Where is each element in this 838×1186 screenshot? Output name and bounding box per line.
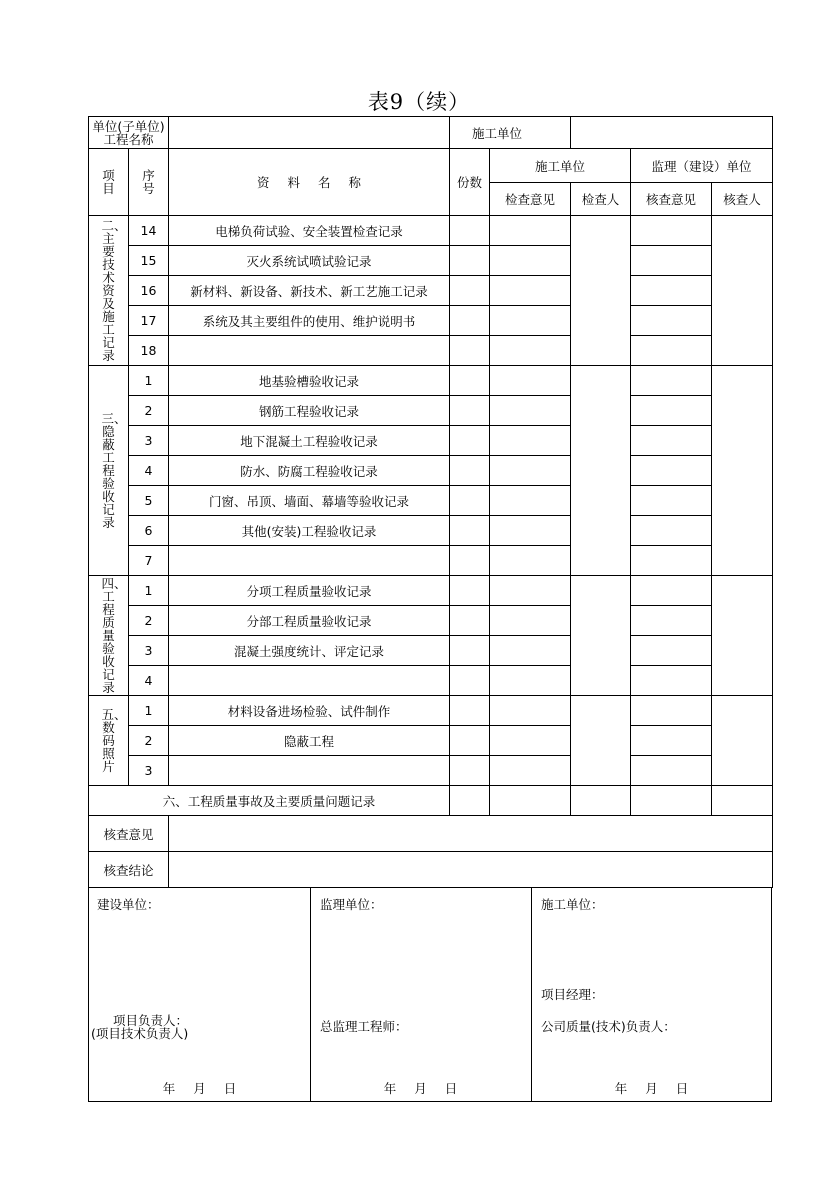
page-title: 表9（续） — [367, 90, 471, 114]
row-doc-name — [169, 756, 450, 786]
row-check-opinion-cell[interactable] — [490, 246, 571, 276]
col-item-header: 项目 — [89, 149, 129, 216]
review-opinion-row — [89, 816, 773, 852]
section-verifier-cell[interactable] — [712, 366, 773, 576]
row-check-opinion-cell[interactable] — [490, 216, 571, 246]
section-verifier-cell[interactable] — [712, 216, 773, 366]
row-doc-name: 钢筋工程验收记录 — [169, 396, 450, 426]
unit-value[interactable] — [169, 117, 450, 149]
row-check-opinion-cell[interactable] — [490, 276, 571, 306]
row-seq: 7 — [129, 546, 169, 576]
row-copies-cell[interactable] — [450, 576, 490, 606]
row-check-opinion-cell[interactable] — [490, 756, 571, 786]
row-copies-cell[interactable] — [450, 636, 490, 666]
row-verify-opinion-cell[interactable] — [631, 366, 712, 396]
section-label: 三、隐蔽工程验收记录 — [89, 366, 129, 576]
supervisor-signature-panel — [310, 887, 532, 1101]
row-copies-cell[interactable] — [450, 666, 490, 696]
builder-date: 年 月 日 — [614, 1081, 689, 1096]
section-checker-cell[interactable] — [571, 576, 631, 696]
builder-label: 施工单位 — [450, 117, 571, 149]
section-label: 二、主要技术资及施工记录 — [89, 216, 129, 366]
row-doc-name: 系统及其主要组件的使用、维护说明书 — [169, 306, 450, 336]
row-doc-name: 分项工程质量验收记录 — [169, 576, 450, 606]
row-verify-opinion-cell[interactable] — [631, 396, 712, 426]
row-verify-opinion-cell[interactable] — [631, 666, 712, 696]
review-conclusion-label: 核查结论 — [89, 852, 169, 888]
section-checker-cell[interactable] — [571, 216, 631, 366]
col-verifier-header: 核查人 — [712, 183, 773, 216]
table-row — [89, 336, 773, 366]
row-doc-name: 混凝土强度统计、评定记录 — [169, 636, 450, 666]
row-verify-opinion-cell[interactable] — [631, 786, 712, 816]
row-copies-cell[interactable] — [450, 606, 490, 636]
row-seq: 2 — [129, 396, 169, 426]
row-verifier-cell[interactable] — [712, 786, 773, 816]
row-doc-name — [169, 666, 450, 696]
row-copies-cell[interactable] — [450, 426, 490, 456]
section-label: 五、数码照片 — [89, 696, 129, 786]
col-verify-opinion-header: 核查意见 — [631, 183, 712, 216]
row-verify-opinion-cell[interactable] — [631, 246, 712, 276]
table-row — [89, 276, 773, 306]
table-row — [89, 216, 773, 246]
row-copies-cell[interactable] — [450, 366, 490, 396]
row-verify-opinion-cell[interactable] — [631, 426, 712, 456]
row-check-opinion-cell[interactable] — [490, 786, 571, 816]
row-verify-opinion-cell[interactable] — [631, 756, 712, 786]
section-checker-cell[interactable] — [571, 366, 631, 576]
table-row — [89, 546, 773, 576]
section-verifier-cell[interactable] — [712, 576, 773, 696]
section-checker-cell[interactable] — [571, 696, 631, 786]
row-copies-cell[interactable] — [450, 336, 490, 366]
row-seq: 3 — [129, 636, 169, 666]
row-copies-cell[interactable] — [450, 786, 490, 816]
row-check-opinion-cell[interactable] — [490, 546, 571, 576]
table-row — [89, 306, 773, 336]
row-checker-cell[interactable] — [571, 786, 631, 816]
row-copies-cell[interactable] — [450, 516, 490, 546]
col-seq-header: 序号 — [129, 149, 169, 216]
builder-value[interactable] — [571, 117, 773, 149]
row-verify-opinion-cell[interactable] — [631, 546, 712, 576]
row-copies-cell[interactable] — [450, 726, 490, 756]
table-row — [89, 576, 773, 606]
builder-signature-panel — [531, 887, 772, 1101]
col-checker-header: 检查人 — [571, 183, 631, 216]
row-doc-name: 防水、防腐工程验收记录 — [169, 456, 450, 486]
row-seq: 3 — [129, 426, 169, 456]
supervisor-unit-label: 监理单位： — [320, 897, 383, 912]
col-check-opinion-header: 检查意见 — [490, 183, 571, 216]
col-copies-header: 份数 — [450, 149, 490, 216]
row-doc-name — [169, 546, 450, 576]
table-row — [89, 366, 773, 396]
row-doc-name: 隐蔽工程 — [169, 726, 450, 756]
review-opinion-label: 核查意见 — [89, 816, 169, 852]
row-check-opinion-cell[interactable] — [490, 396, 571, 426]
table-row — [89, 396, 773, 426]
row-verify-opinion-cell[interactable] — [631, 456, 712, 486]
row-seq: 2 — [129, 726, 169, 756]
table-row — [89, 516, 773, 546]
group-builder-header: 施工单位 — [490, 149, 631, 183]
row-seq: 15 — [129, 246, 169, 276]
section-six-row — [89, 786, 773, 816]
review-opinion-value[interactable] — [169, 816, 773, 852]
row-check-opinion-cell[interactable] — [490, 486, 571, 516]
row-seq: 3 — [129, 756, 169, 786]
builder-quality-label: 公司质量(技术)负责人： — [541, 1019, 676, 1034]
row-verify-opinion-cell[interactable] — [631, 576, 712, 606]
owner-tech-leader-label: (项目技术负责人) — [91, 1026, 189, 1041]
row-seq: 2 — [129, 606, 169, 636]
table-row — [89, 486, 773, 516]
row-copies-cell[interactable] — [450, 276, 490, 306]
row-check-opinion-cell[interactable] — [490, 366, 571, 396]
archive-check-table — [88, 116, 773, 888]
row-copies-cell[interactable] — [450, 216, 490, 246]
row-verify-opinion-cell[interactable] — [631, 636, 712, 666]
row-seq: 18 — [129, 336, 169, 366]
builder-manager-label: 项目经理： — [541, 987, 604, 1002]
row-seq: 16 — [129, 276, 169, 306]
owner-leader-label: 项目负责人： — [113, 1013, 189, 1028]
row-doc-name: 地下混凝土工程验收记录 — [169, 426, 450, 456]
row-seq: 4 — [129, 456, 169, 486]
row-seq: 1 — [129, 576, 169, 606]
row-verify-opinion-cell[interactable] — [631, 726, 712, 756]
table-row — [89, 456, 773, 486]
row-doc-name: 材料设备进场检验、试件制作 — [169, 696, 450, 726]
row-verify-opinion-cell[interactable] — [631, 306, 712, 336]
row-check-opinion-cell[interactable] — [490, 306, 571, 336]
col-doc-name-header: 资 料 名 称 — [169, 149, 450, 216]
review-conclusion-row — [89, 852, 773, 888]
row-seq: 14 — [129, 216, 169, 246]
row-doc-name — [169, 336, 450, 366]
row-check-opinion-cell[interactable] — [490, 456, 571, 486]
row-verify-opinion-cell[interactable] — [631, 606, 712, 636]
review-conclusion-value[interactable] — [169, 852, 773, 888]
row-copies-cell[interactable] — [450, 696, 490, 726]
row-check-opinion-cell[interactable] — [490, 576, 571, 606]
owner-signature-panel — [89, 887, 311, 1101]
row-check-opinion-cell[interactable] — [490, 726, 571, 756]
row-verify-opinion-cell[interactable] — [631, 216, 712, 246]
table-row — [89, 666, 773, 696]
owner-date: 年 月 日 — [162, 1081, 237, 1096]
supervisor-date: 年 月 日 — [383, 1081, 458, 1096]
row-doc-name: 分部工程质量验收记录 — [169, 606, 450, 636]
row-check-opinion-cell[interactable] — [490, 636, 571, 666]
row-check-opinion-cell[interactable] — [490, 426, 571, 456]
section-label: 四、工程质量验收记录 — [89, 576, 129, 696]
table-row — [89, 726, 773, 756]
row-seq: 5 — [129, 486, 169, 516]
row-copies-cell[interactable] — [450, 396, 490, 426]
section-six-label: 六、工程质量事故及主要质量问题记录 — [89, 786, 450, 816]
row-doc-name: 新材料、新设备、新技术、新工艺施工记录 — [169, 276, 450, 306]
table-row — [89, 426, 773, 456]
row-verify-opinion-cell[interactable] — [631, 276, 712, 306]
row-copies-cell[interactable] — [450, 246, 490, 276]
row-verify-opinion-cell[interactable] — [631, 696, 712, 726]
row-doc-name: 电梯负荷试验、安全装置检查记录 — [169, 216, 450, 246]
owner-unit-label: 建设单位： — [97, 897, 160, 912]
row-seq: 1 — [129, 366, 169, 396]
row-verify-opinion-cell[interactable] — [631, 516, 712, 546]
row-copies-cell[interactable] — [450, 486, 490, 516]
row-doc-name: 灭火系统试喷试验记录 — [169, 246, 450, 276]
section-verifier-cell[interactable] — [712, 696, 773, 786]
row-check-opinion-cell[interactable] — [490, 606, 571, 636]
row-seq: 17 — [129, 306, 169, 336]
table-row — [89, 696, 773, 726]
builder-unit-label: 施工单位： — [541, 897, 604, 912]
row-copies-cell[interactable] — [450, 306, 490, 336]
row-copies-cell[interactable] — [450, 546, 490, 576]
row-check-opinion-cell[interactable] — [490, 516, 571, 546]
row-verify-opinion-cell[interactable] — [631, 486, 712, 516]
unit-label: 单位(子单位) 工程名称 — [89, 117, 169, 149]
row-doc-name: 门窗、吊顶、墙面、幕墙等验收记录 — [169, 486, 450, 516]
table-row — [89, 246, 773, 276]
table-row — [89, 756, 773, 786]
row-check-opinion-cell[interactable] — [490, 666, 571, 696]
row-copies-cell[interactable] — [450, 456, 490, 486]
table-row — [89, 606, 773, 636]
row-check-opinion-cell[interactable] — [490, 696, 571, 726]
row-seq: 6 — [129, 516, 169, 546]
supervisor-engineer-label: 总监理工程师： — [320, 1019, 408, 1034]
row-seq: 4 — [129, 666, 169, 696]
row-check-opinion-cell[interactable] — [490, 336, 571, 366]
row-copies-cell[interactable] — [450, 756, 490, 786]
table-row — [89, 636, 773, 666]
row-doc-name: 其他(安装)工程验收记录 — [169, 516, 450, 546]
signature-block — [88, 887, 772, 1102]
row-doc-name: 地基验槽验收记录 — [169, 366, 450, 396]
group-supervisor-header: 监理（建设）单位 — [631, 149, 773, 183]
row-seq: 1 — [129, 696, 169, 726]
row-verify-opinion-cell[interactable] — [631, 336, 712, 366]
